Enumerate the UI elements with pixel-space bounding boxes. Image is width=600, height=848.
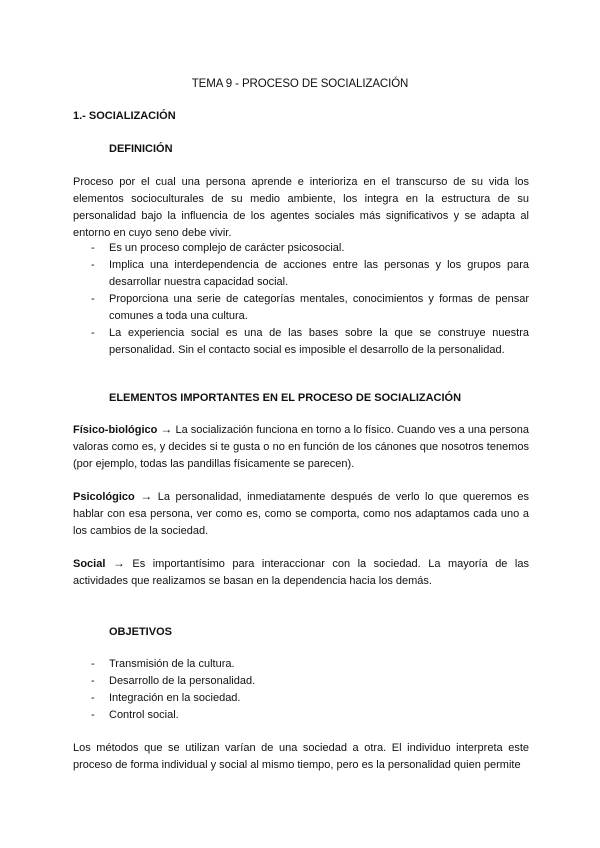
element-psicologico xyxy=(73,488,529,540)
definition-heading: DEFINICIÓN xyxy=(109,143,173,155)
element-text: La personalidad, inmediatamente después de verlo lo que queremos es hablar con esa persona, ver como es, como se comporta, como nos adaptamos cada uno a los cambios de la sociedad. xyxy=(73,491,530,537)
arrow-right-icon: → xyxy=(160,422,173,436)
element-label: Físico-biológico xyxy=(73,424,158,436)
section-heading-socializacion: 1.- SOCIALIZACIÓN xyxy=(73,110,176,122)
characteristics-list xyxy=(73,240,529,359)
definition-paragraph: Proceso por el cual una persona aprende e interioriza en el transcurso de su vida los elementos socioculturales de su medio ambiente, los integra en la estructura de su personalidad bajo la influencia de los agentes sociales más significativos y se adapta al entorno en cuyo seno debe vivir. xyxy=(73,176,529,239)
element-text: La socialización funciona en torno a lo físico. Cuando ves a una persona valoras como es, y decides si te gusta o no en función de los cánones que nosotros tenemos (por ejemplo, todas las pandillas físicamente se parecen). xyxy=(73,424,529,470)
list-item: - Control social. xyxy=(73,707,529,724)
list-item: - Integración en la sociedad. xyxy=(73,690,529,707)
arrow-right-icon: → xyxy=(140,489,153,503)
arrow-right-icon: → xyxy=(112,556,125,570)
bullet-dash: - xyxy=(91,709,95,721)
list-item: - Proporciona una serie de categorías mentales, conocimientos y formas de pensar comunes a toda una cultura. xyxy=(91,293,529,322)
element-text: Es importantísimo para interaccionar con la sociedad. La mayoría de las actividades que realizamos se basan en la dependencia hacia los demás. xyxy=(73,558,529,587)
bullet-dash: - xyxy=(91,692,95,704)
element-fisico-biologico xyxy=(73,421,529,473)
bullet-dash: - xyxy=(91,327,95,339)
bullet-dash: - xyxy=(91,259,95,271)
bullet-dash: - xyxy=(91,675,95,687)
objectives-list xyxy=(73,656,529,724)
objectives-heading: OBJETIVOS xyxy=(109,626,172,638)
bullet-dash: - xyxy=(91,242,95,254)
page-title: TEMA 9 - PROCESO DE SOCIALIZACIÓN xyxy=(191,78,409,90)
elements-heading: ELEMENTOS IMPORTANTES EN EL PROCESO DE SOCIALIZACIÓN xyxy=(109,392,462,404)
list-item: - La experiencia social es una de las bases sobre la que se construye nuestra personalidad. Sin el contacto social es imposible el desarrollo de la personalidad. xyxy=(91,327,529,356)
closing-paragraph: Los métodos que se utilizan varían de una sociedad a otra. El individuo interpreta este proceso de forma individual y social al mismo tiempo, pero es la personalidad quien permite xyxy=(73,742,529,771)
list-item: - Es un proceso complejo de carácter psicosocial. xyxy=(73,240,529,257)
bullet-dash: - xyxy=(91,658,95,670)
element-label: Psicológico xyxy=(73,491,135,503)
element-label: Social xyxy=(73,558,106,570)
element-social xyxy=(73,555,529,590)
list-item: - Desarrollo de la personalidad. xyxy=(73,673,529,690)
bullet-dash: - xyxy=(91,293,95,305)
list-item: - Transmisión de la cultura. xyxy=(73,656,529,673)
list-item: - Implica una interdependencia de acciones entre las personas y los grupos para desarrollar nuestra capacidad social. xyxy=(91,259,529,288)
